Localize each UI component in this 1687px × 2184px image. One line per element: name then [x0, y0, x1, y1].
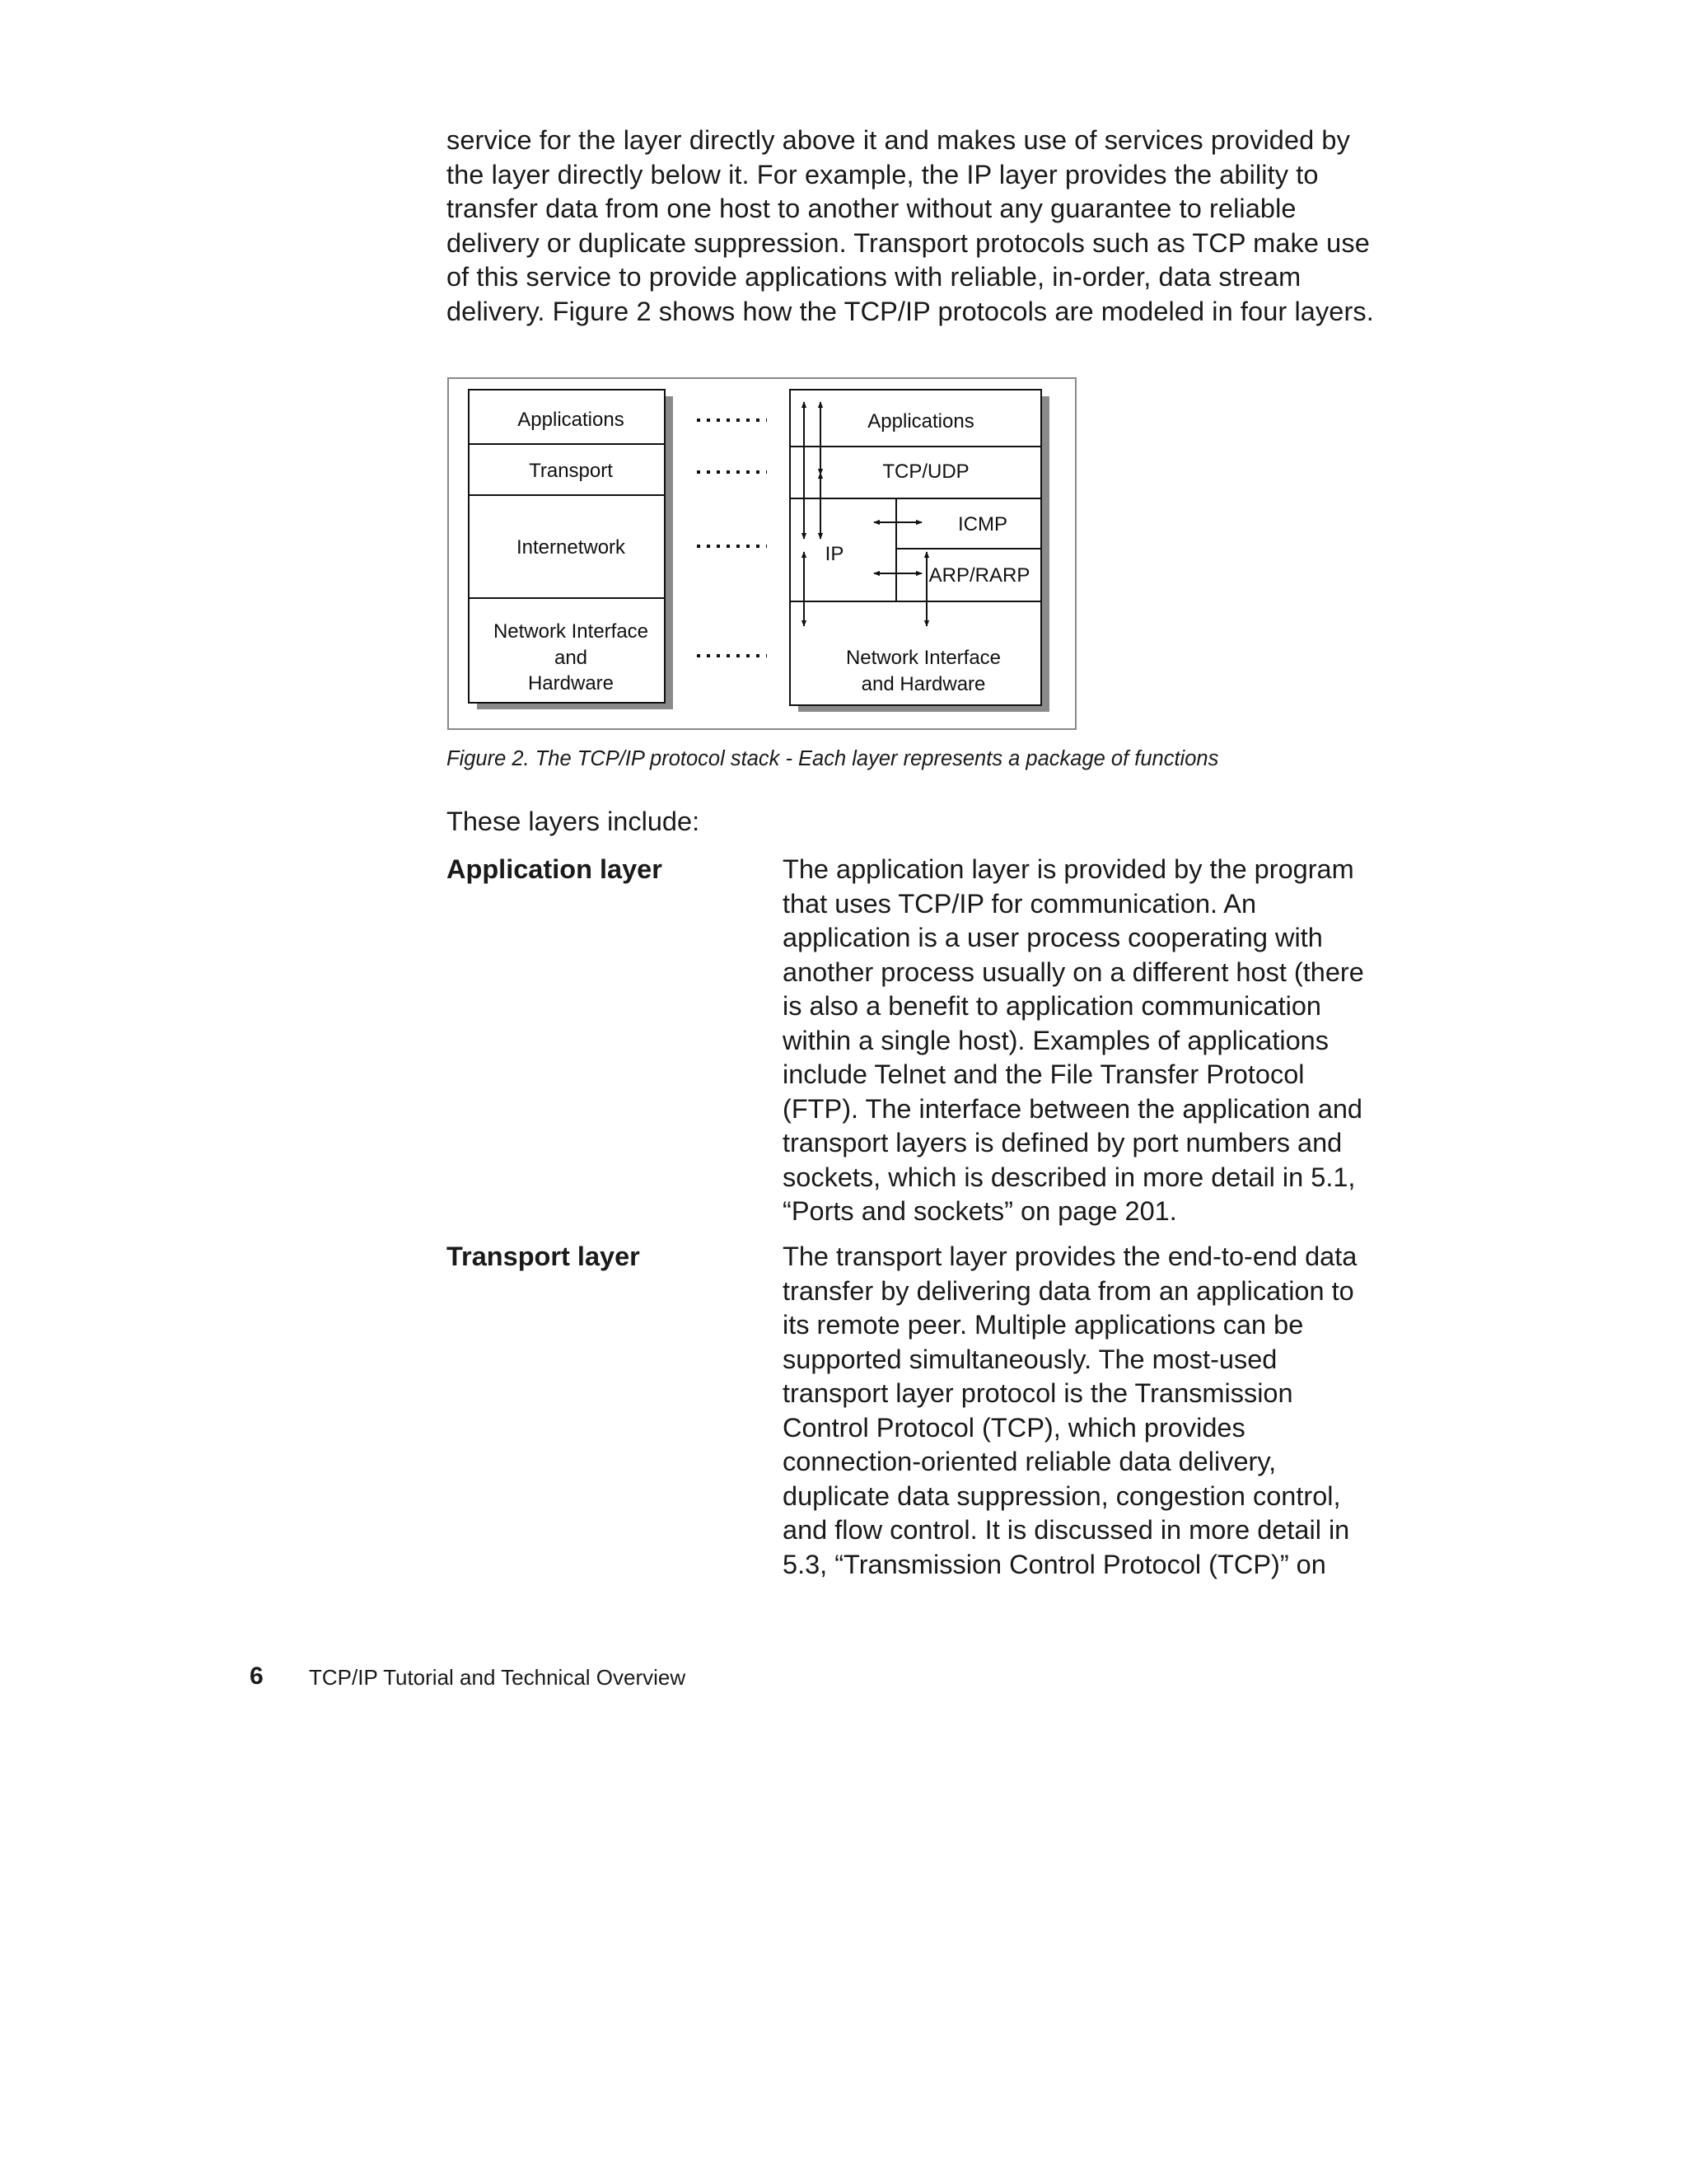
definition-line: its remote peer. Multiple applications can be	[783, 1310, 1304, 1340]
transport-layer-term: Transport layer	[446, 1242, 640, 1271]
application-layer-definition	[783, 853, 1442, 1229]
definition-line: The application layer is provided by the program	[783, 854, 1354, 884]
protocol-stack-figure	[447, 377, 1077, 730]
definition-line: include Telnet and the File Transfer Protocol	[783, 1059, 1305, 1089]
definition-line: sockets, which is described in more detail in 5.1,	[783, 1162, 1356, 1192]
right-network-interface-label: Network Interface	[845, 647, 1002, 669]
definition-line: within a single host). Examples of applications	[783, 1025, 1329, 1055]
definition-line: is also a benefit to application communication	[783, 991, 1321, 1021]
definition-line: and flow control. It is discussed in more detail in	[783, 1515, 1350, 1545]
tcp-udp-label: TCP/UDP	[882, 461, 970, 483]
left-applications-label: Applications	[517, 409, 624, 431]
definition-line: transport layer protocol is the Transmission	[783, 1378, 1293, 1408]
left-network-interface-label: and	[554, 647, 588, 669]
definition-line: application is a user process cooperating with	[783, 923, 1323, 952]
layers-intro: These layers include:	[446, 807, 700, 836]
definition-line: connection-oriented reliable data delivery,	[783, 1447, 1277, 1476]
intro-line: of this service to provide applications with reliable, in-order, data stream	[446, 262, 1301, 292]
definition-line: that uses TCP/IP for communication. An	[783, 888, 1257, 919]
definition-line: supported simultaneously. The most-used	[783, 1344, 1278, 1374]
definition-line: The transport layer provides the end-to-end data	[783, 1242, 1358, 1271]
right-network-interface-label: and Hardware	[861, 673, 986, 695]
intro-line: transfer data from one host to another without any guarantee to reliable	[446, 194, 1297, 223]
left-internetwork-label: Internetwork	[516, 536, 626, 559]
definition-line: transfer by delivering data from an application to	[783, 1275, 1354, 1306]
definition-line: another process usually on a different host (there	[783, 956, 1364, 987]
definition-line: Control Protocol (TCP), which provides	[783, 1412, 1245, 1443]
book-title: TCP/IP Tutorial and Technical Overview	[309, 1665, 686, 1690]
figure-caption: Figure 2. The TCP/IP protocol stack - Each layer represents a package of functions	[446, 747, 1219, 770]
definition-line: “Ports and sockets” on page 201.	[783, 1196, 1177, 1226]
intro-line: delivery or duplicate suppression. Transport protocols such as TCP make use	[446, 227, 1370, 258]
intro-line: delivery. Figure 2 shows how the TCP/IP protocols are modeled in four layers.	[446, 296, 1374, 326]
left-network-interface-label: Hardware	[527, 672, 615, 694]
protocol-stack-diagram	[447, 377, 1077, 730]
definition-line: duplicate data suppression, congestion control,	[783, 1480, 1341, 1511]
left-network-interface-label: Network Interface	[493, 620, 649, 643]
definition-line: transport layers is defined by port numbers and	[783, 1128, 1343, 1157]
intro-line: service for the layer directly above it and makes use of services provided by	[446, 125, 1350, 155]
intro-paragraph	[446, 124, 1435, 329]
left-transport-label: Transport	[529, 460, 613, 482]
application-layer-term: Application layer	[446, 854, 662, 884]
intro-line: the layer directly below it. For example, the IP layer provides the ability to	[446, 159, 1319, 189]
arp-rarp-label: ARP/RARP	[928, 564, 1030, 587]
icmp-label: ICMP	[958, 513, 1007, 535]
ip-label: IP	[825, 543, 844, 565]
definition-line: (FTP). The interface between the application and	[783, 1093, 1362, 1124]
definition-line: 5.3, “Transmission Control Protocol (TCP)” on	[783, 1549, 1326, 1579]
right-applications-label: Applications	[867, 410, 974, 433]
transport-layer-definition	[783, 1240, 1442, 1582]
page-number: 6	[250, 1663, 264, 1690]
